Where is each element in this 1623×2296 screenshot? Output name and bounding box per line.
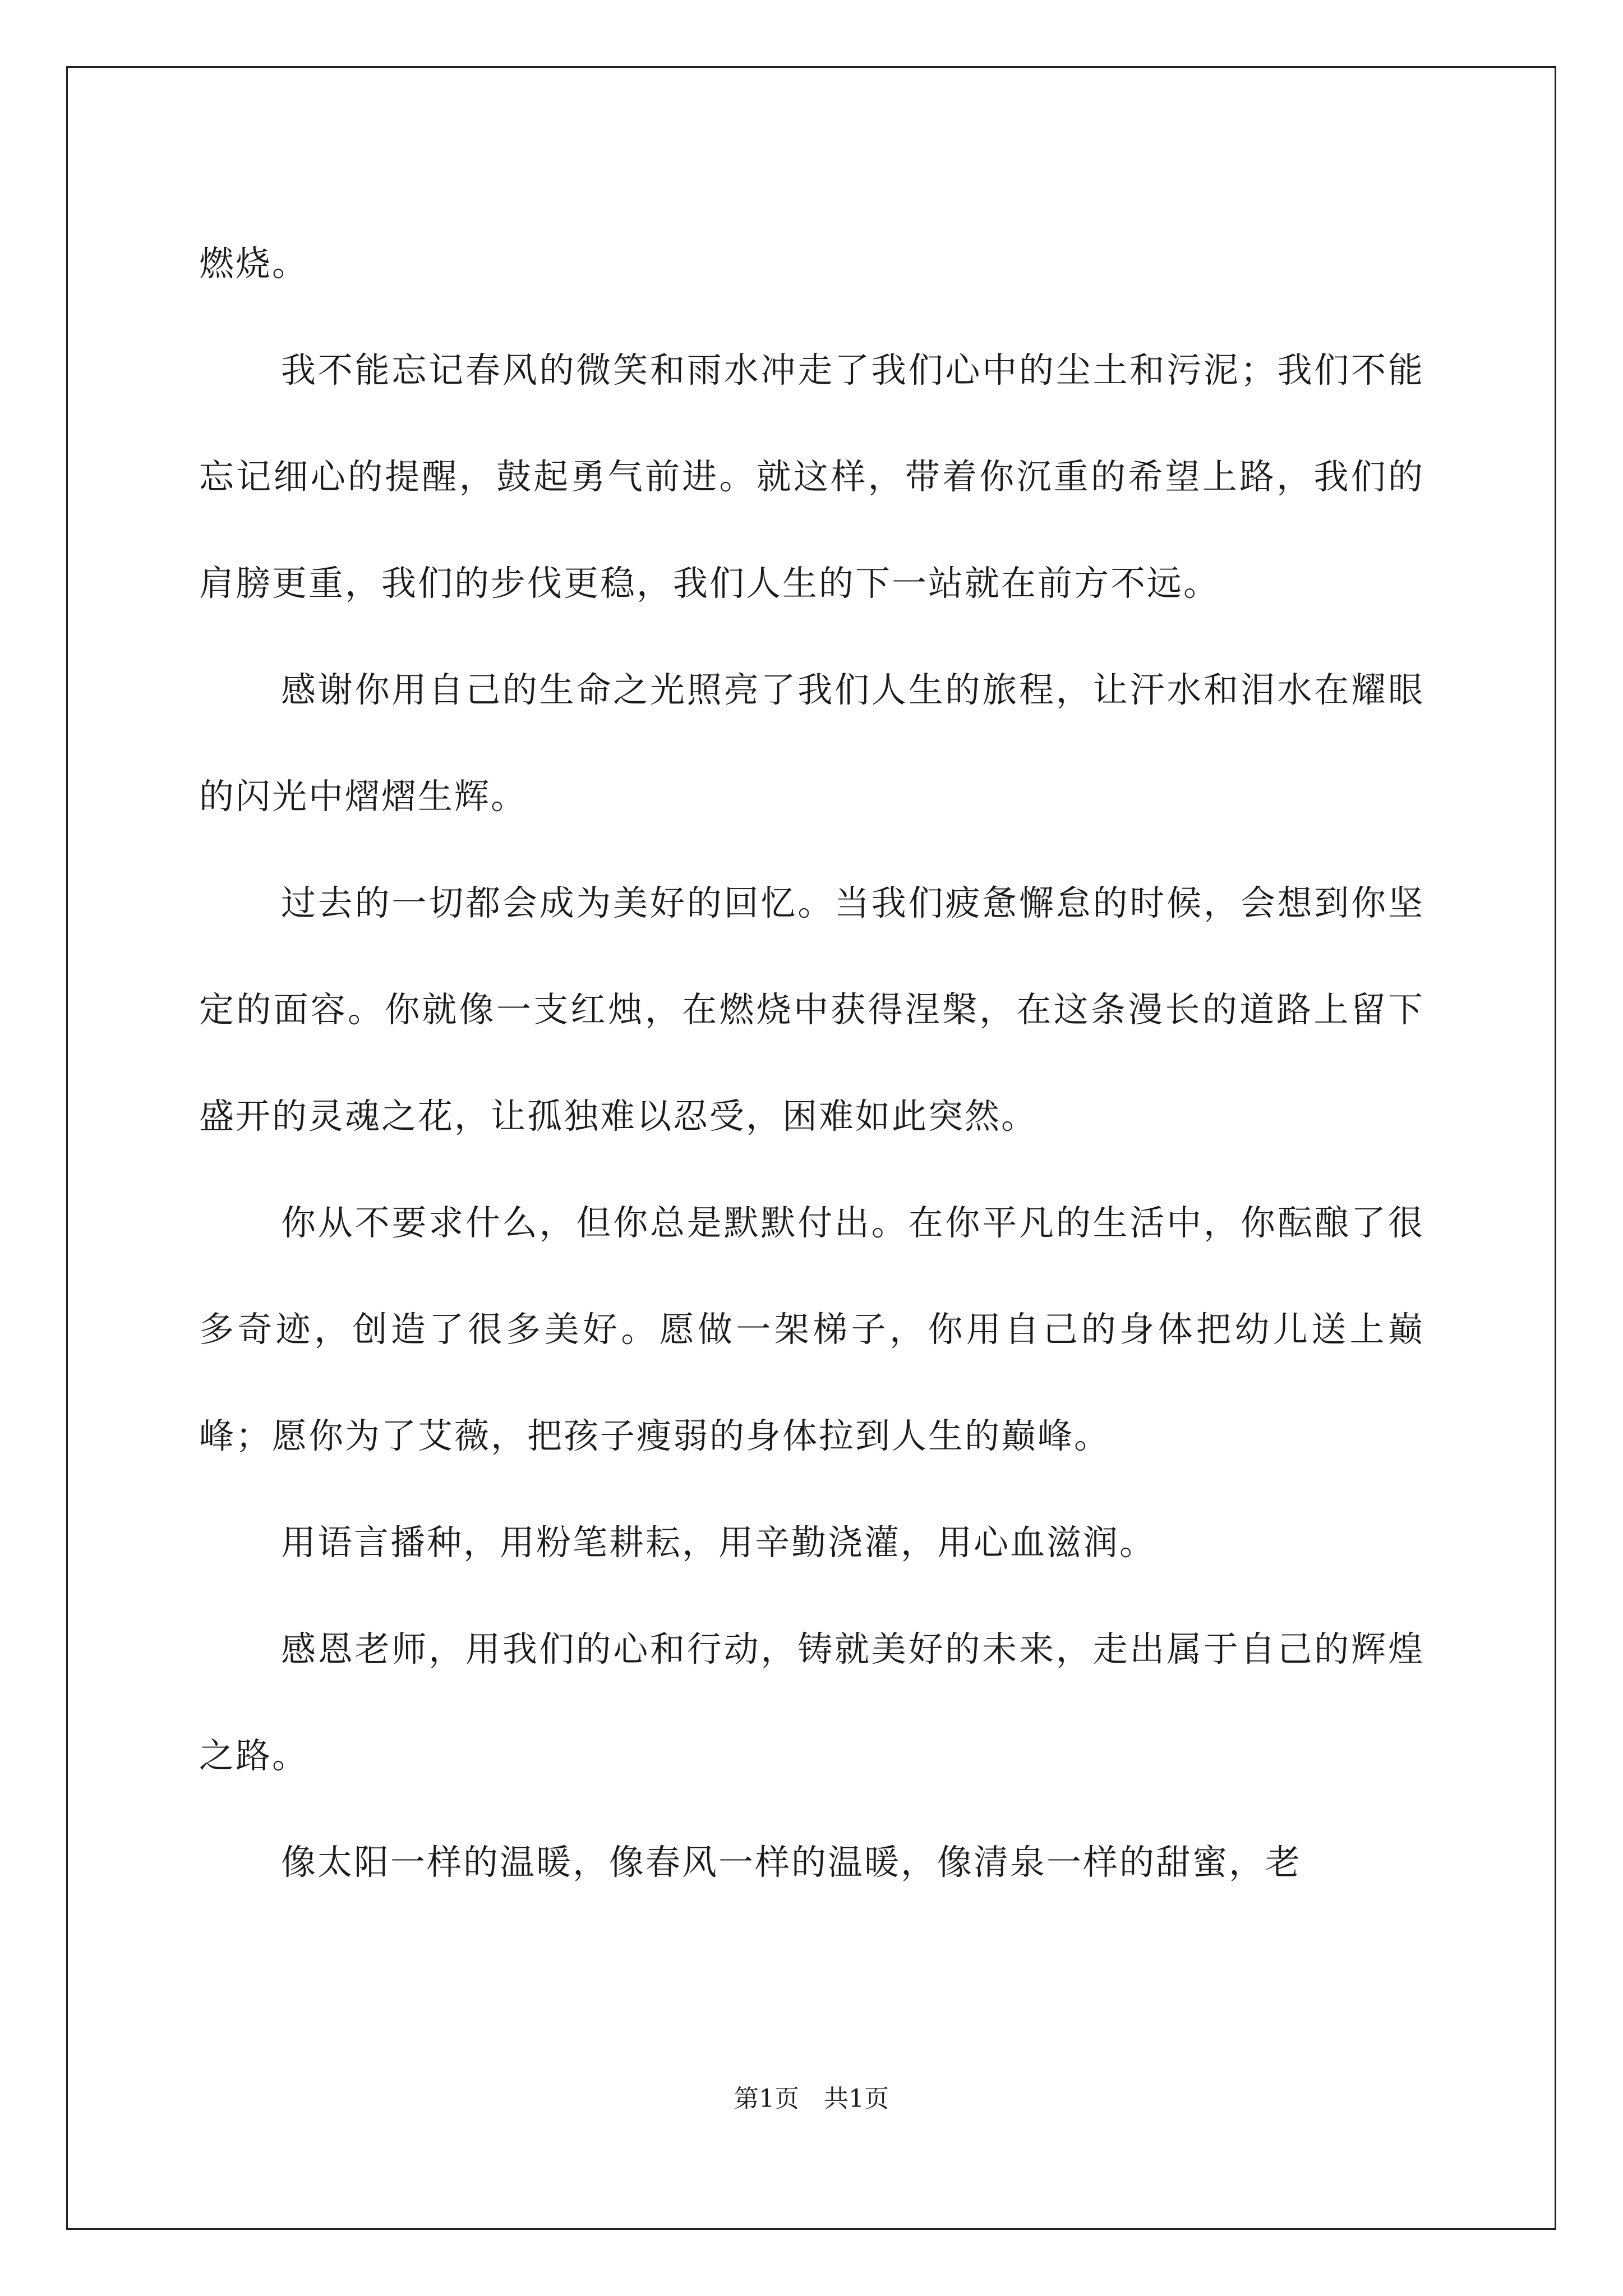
page-footer [0,2082,1623,2116]
paragraph: 燃烧。 [199,243,309,284]
paragraph: 我不能忘记春风的微笑和雨水冲走了我们心中的尘土和污泥；我们不能忘记细心的提醒，鼓起勇气前进。就这样，带着你沉重的希望上路，我们的肩膀更重，我们的步伐更稳，我们人生的下一站就在前方不远。 [199,349,1424,604]
paragraph: 用语言播种，用粉笔耕耘，用辛勤浇灌，用心血滋润。 [281,1522,1156,1563]
paragraph: 感谢你用自己的生命之光照亮了我们人生的旅程，让汗水和泪水在耀眼的闪光中熠熠生辉。 [199,669,1424,817]
paragraph: 感恩老师，用我们的心和行动，铸就美好的未来，走出属于自己的辉煌之路。 [199,1628,1424,1776]
paragraph: 过去的一切都会成为美好的回忆。当我们疲惫懈怠的时候，会想到你坚定的面容。你就像一支红烛，在燃烧中获得涅槃，在这条漫长的道路上留下盛开的灵魂之花，让孤独难以忍受，困难如此突然。 [199,882,1424,1137]
page-number-total: 共1页 [824,2085,889,2113]
paragraph: 你从不要求什么，但你总是默默付出。在你平凡的生活中，你酝酿了很多奇迹，创造了很多美好。愿做一架梯子，你用自己的身体把幼儿送上巅峰；愿你为了艾薇，把孩子瘦弱的身体拉到人生的巅峰。 [199,1202,1424,1456]
paragraph: 像太阳一样的温暖，像春风一样的温暖，像清泉一样的甜蜜，老 [281,1842,1302,1883]
page-number-current: 第1页 [734,2085,799,2113]
document-body [199,210,1424,1916]
